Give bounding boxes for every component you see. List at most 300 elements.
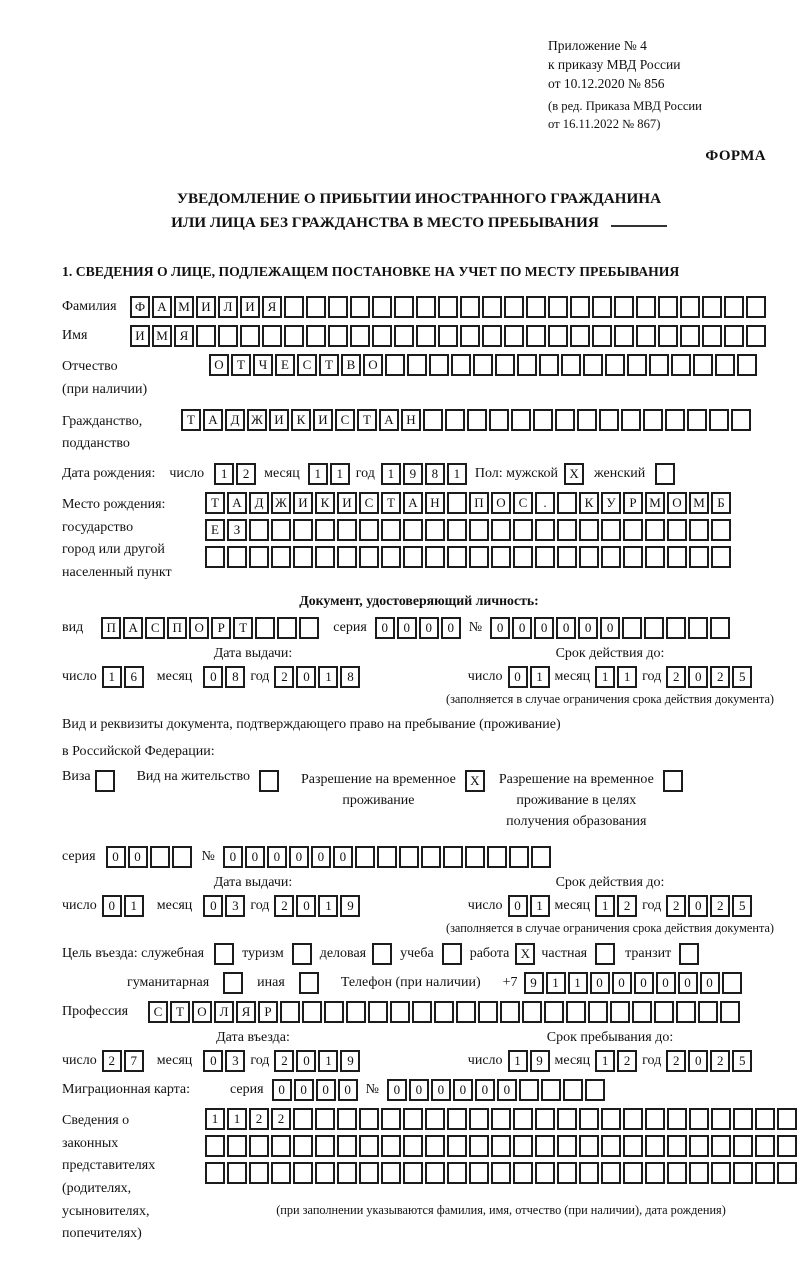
residence-number-cell[interactable] <box>421 846 441 868</box>
guardians-cell[interactable] <box>777 1135 797 1157</box>
guardians-cell[interactable] <box>667 1162 687 1184</box>
phone-cell[interactable]: 1 <box>546 972 566 994</box>
patronymic-cell[interactable]: Ч <box>253 354 273 376</box>
firstname-cell[interactable] <box>438 325 458 347</box>
iddoc-valid-year-cell[interactable]: 2 <box>710 666 730 688</box>
entry-year-cell[interactable]: 1 <box>318 1050 338 1072</box>
iddoc-number-cell[interactable] <box>710 617 730 639</box>
residence-valid-year-cell[interactable]: 2 <box>666 895 686 917</box>
residence-number-cell[interactable] <box>377 846 397 868</box>
guardians-cell[interactable] <box>403 1108 423 1130</box>
iddoc-valid-year-cell[interactable]: 2 <box>666 666 686 688</box>
birthplace-cell[interactable]: О <box>491 492 511 514</box>
birthplace-cell[interactable] <box>271 546 291 568</box>
phone-cell[interactable] <box>722 972 742 994</box>
residence-valid-year-cell[interactable]: 5 <box>732 895 752 917</box>
stay-until-month-cell[interactable]: 1 <box>595 1050 615 1072</box>
iddoc-issue-month[interactable] <box>203 666 245 688</box>
iddoc-kind-cell[interactable]: П <box>167 617 187 639</box>
guardians-cell[interactable] <box>271 1162 291 1184</box>
birthplace-cell[interactable]: Ж <box>271 492 291 514</box>
birthplace-cell[interactable]: И <box>337 492 357 514</box>
firstname-cell[interactable] <box>196 325 216 347</box>
patronymic-cell[interactable] <box>385 354 405 376</box>
profession-cell[interactable] <box>654 1001 674 1023</box>
birthplace-input-line3[interactable] <box>205 546 731 568</box>
surname-cell[interactable] <box>284 296 304 318</box>
iddoc-kind-cell[interactable]: С <box>145 617 165 639</box>
surname-cell[interactable] <box>372 296 392 318</box>
surname-cell[interactable] <box>724 296 744 318</box>
guardians-cell[interactable] <box>645 1135 665 1157</box>
citizenship-cell[interactable]: Т <box>357 409 377 431</box>
iddoc-valid-year-cell[interactable]: 5 <box>732 666 752 688</box>
citizenship-cell[interactable] <box>709 409 729 431</box>
citizenship-input[interactable] <box>181 409 751 431</box>
stay-until-month[interactable] <box>595 1050 637 1072</box>
citizenship-cell[interactable] <box>489 409 509 431</box>
iddoc-valid-year[interactable] <box>666 666 752 688</box>
profession-cell[interactable] <box>610 1001 630 1023</box>
surname-cell[interactable] <box>306 296 326 318</box>
stay-until-year-cell[interactable]: 2 <box>666 1050 686 1072</box>
firstname-cell[interactable] <box>614 325 634 347</box>
firstname-cell[interactable] <box>218 325 238 347</box>
guardians-cell[interactable] <box>557 1162 577 1184</box>
guardians-cell[interactable] <box>689 1135 709 1157</box>
citizenship-cell[interactable] <box>599 409 619 431</box>
residence-series-cell[interactable] <box>172 846 192 868</box>
residence-series-input[interactable] <box>106 846 192 868</box>
migcard-number-cell[interactable]: 0 <box>453 1079 473 1101</box>
surname-cell[interactable]: М <box>174 296 194 318</box>
residence-number-cell[interactable]: 0 <box>289 846 309 868</box>
birthplace-cell[interactable] <box>293 519 313 541</box>
guardians-cell[interactable] <box>205 1162 225 1184</box>
iddoc-series-cell[interactable]: 0 <box>397 617 417 639</box>
residence-number-cell[interactable]: 0 <box>223 846 243 868</box>
temp-residence-edu-checkbox[interactable] <box>663 770 683 792</box>
citizenship-cell[interactable]: С <box>335 409 355 431</box>
profession-cell[interactable] <box>302 1001 322 1023</box>
temp-residence-edu-box[interactable] <box>663 770 683 792</box>
citizenship-cell[interactable] <box>687 409 707 431</box>
birthplace-cell[interactable] <box>557 492 577 514</box>
phone-cell[interactable]: 0 <box>656 972 676 994</box>
birth-day-cell[interactable]: 1 <box>214 463 234 485</box>
phone-cell[interactable]: 1 <box>568 972 588 994</box>
guardians-cell[interactable] <box>513 1108 533 1130</box>
guardians-cell[interactable] <box>579 1135 599 1157</box>
birthplace-cell[interactable]: З <box>227 519 247 541</box>
guardians-cell[interactable]: 1 <box>205 1108 225 1130</box>
citizenship-cell[interactable] <box>555 409 575 431</box>
guardians-input-line2[interactable] <box>205 1135 797 1157</box>
birthplace-cell[interactable] <box>425 519 445 541</box>
purpose-transit-checkbox[interactable] <box>679 943 699 965</box>
surname-cell[interactable] <box>746 296 766 318</box>
guardians-cell[interactable] <box>667 1108 687 1130</box>
guardians-cell[interactable] <box>425 1135 445 1157</box>
profession-cell[interactable] <box>500 1001 520 1023</box>
migcard-number-cell[interactable]: 0 <box>475 1079 495 1101</box>
guardians-cell[interactable] <box>777 1108 797 1130</box>
iddoc-kind-input[interactable] <box>101 617 319 639</box>
birth-year-cell[interactable]: 8 <box>425 463 445 485</box>
residence-number-cell[interactable] <box>355 846 375 868</box>
purpose-humanitarian-box[interactable] <box>223 972 243 994</box>
birth-month-cell[interactable]: 1 <box>308 463 328 485</box>
entry-day[interactable] <box>102 1050 144 1072</box>
firstname-cell[interactable] <box>658 325 678 347</box>
residence-number-cell[interactable]: 0 <box>333 846 353 868</box>
profession-cell[interactable]: Р <box>258 1001 278 1023</box>
birthplace-cell[interactable] <box>579 519 599 541</box>
residence-valid-month[interactable] <box>595 895 637 917</box>
birthplace-cell[interactable] <box>381 519 401 541</box>
birthplace-cell[interactable]: Т <box>205 492 225 514</box>
migcard-number-cell[interactable]: 0 <box>431 1079 451 1101</box>
profession-cell[interactable] <box>280 1001 300 1023</box>
birth-month-cell[interactable]: 1 <box>330 463 350 485</box>
residence-issue-day-cell[interactable]: 1 <box>124 895 144 917</box>
guardians-cell[interactable] <box>227 1162 247 1184</box>
birthplace-cell[interactable] <box>447 519 467 541</box>
patronymic-cell[interactable] <box>451 354 471 376</box>
citizenship-cell[interactable] <box>731 409 751 431</box>
migcard-number-cell[interactable]: 0 <box>409 1079 429 1101</box>
patronymic-cell[interactable] <box>605 354 625 376</box>
surname-cell[interactable]: Л <box>218 296 238 318</box>
iddoc-issue-year[interactable] <box>274 666 360 688</box>
guardians-cell[interactable] <box>447 1108 467 1130</box>
phone-cell[interactable]: 0 <box>700 972 720 994</box>
guardians-input-line3[interactable] <box>205 1162 797 1184</box>
profession-cell[interactable]: Т <box>170 1001 190 1023</box>
birthplace-cell[interactable] <box>667 546 687 568</box>
patronymic-cell[interactable] <box>473 354 493 376</box>
profession-cell[interactable] <box>698 1001 718 1023</box>
patronymic-cell[interactable]: О <box>209 354 229 376</box>
birthplace-cell[interactable] <box>711 519 731 541</box>
guardians-cell[interactable] <box>711 1135 731 1157</box>
citizenship-cell[interactable]: А <box>379 409 399 431</box>
migcard-number-cell[interactable]: 0 <box>387 1079 407 1101</box>
iddoc-valid-day[interactable] <box>508 666 550 688</box>
birthplace-cell[interactable] <box>249 546 269 568</box>
iddoc-kind-cell[interactable]: Р <box>211 617 231 639</box>
firstname-cell[interactable] <box>328 325 348 347</box>
migcard-number-cell[interactable]: 0 <box>497 1079 517 1101</box>
migcard-series-cell[interactable]: 0 <box>316 1079 336 1101</box>
birthplace-cell[interactable] <box>403 546 423 568</box>
surname-cell[interactable] <box>526 296 546 318</box>
iddoc-valid-month-cell[interactable]: 1 <box>617 666 637 688</box>
stay-until-month-cell[interactable]: 2 <box>617 1050 637 1072</box>
firstname-cell[interactable] <box>504 325 524 347</box>
residence-issue-month[interactable] <box>203 895 245 917</box>
birthplace-cell[interactable] <box>535 519 555 541</box>
residence-number-cell[interactable]: 0 <box>267 846 287 868</box>
birthplace-cell[interactable] <box>491 546 511 568</box>
surname-cell[interactable]: И <box>196 296 216 318</box>
citizenship-cell[interactable] <box>643 409 663 431</box>
surname-cell[interactable] <box>548 296 568 318</box>
entry-day-cell[interactable]: 7 <box>124 1050 144 1072</box>
surname-input[interactable] <box>130 296 766 318</box>
residence-number-cell[interactable] <box>509 846 529 868</box>
birthplace-input-line1[interactable] <box>205 492 731 514</box>
guardians-cell[interactable] <box>645 1108 665 1130</box>
guardians-cell[interactable] <box>513 1135 533 1157</box>
birthplace-cell[interactable]: Р <box>623 492 643 514</box>
guardians-cell[interactable] <box>469 1162 489 1184</box>
guardians-cell[interactable] <box>293 1135 313 1157</box>
profession-input[interactable] <box>148 1001 740 1023</box>
iddoc-number-cell[interactable]: 0 <box>490 617 510 639</box>
residence-number-cell[interactable] <box>443 846 463 868</box>
surname-cell[interactable] <box>658 296 678 318</box>
iddoc-issue-year-cell[interactable]: 2 <box>274 666 294 688</box>
residence-valid-year-cell[interactable]: 2 <box>710 895 730 917</box>
birthplace-cell[interactable] <box>447 546 467 568</box>
entry-year-cell[interactable]: 2 <box>274 1050 294 1072</box>
birthplace-cell[interactable] <box>469 546 489 568</box>
birthplace-cell[interactable] <box>403 519 423 541</box>
profession-cell[interactable] <box>324 1001 344 1023</box>
patronymic-cell[interactable] <box>539 354 559 376</box>
guardians-cell[interactable] <box>359 1135 379 1157</box>
citizenship-cell[interactable]: И <box>269 409 289 431</box>
guardians-cell[interactable] <box>337 1108 357 1130</box>
iddoc-issue-day[interactable] <box>102 666 144 688</box>
stay-until-year-cell[interactable]: 5 <box>732 1050 752 1072</box>
iddoc-series-input[interactable] <box>375 617 461 639</box>
residence-permit-checkbox[interactable] <box>259 770 279 792</box>
patronymic-cell[interactable] <box>627 354 647 376</box>
iddoc-kind-cell[interactable] <box>255 617 275 639</box>
birthplace-cell[interactable] <box>645 519 665 541</box>
firstname-cell[interactable] <box>262 325 282 347</box>
birthplace-cell[interactable] <box>535 546 555 568</box>
guardians-cell[interactable] <box>711 1162 731 1184</box>
visa-checkbox[interactable] <box>95 770 115 792</box>
entry-month-cell[interactable]: 3 <box>225 1050 245 1072</box>
firstname-input[interactable] <box>130 325 766 347</box>
citizenship-cell[interactable] <box>445 409 465 431</box>
firstname-cell[interactable]: М <box>152 325 172 347</box>
firstname-cell[interactable]: Я <box>174 325 194 347</box>
firstname-cell[interactable] <box>548 325 568 347</box>
guardians-cell[interactable] <box>491 1135 511 1157</box>
guardians-cell[interactable] <box>249 1162 269 1184</box>
birthplace-cell[interactable] <box>557 519 577 541</box>
guardians-cell[interactable] <box>667 1135 687 1157</box>
citizenship-cell[interactable] <box>577 409 597 431</box>
guardians-cell[interactable] <box>381 1162 401 1184</box>
birthplace-cell[interactable]: Б <box>711 492 731 514</box>
birthplace-cell[interactable] <box>601 546 621 568</box>
migcard-number-cell[interactable] <box>563 1079 583 1101</box>
guardians-cell[interactable] <box>447 1135 467 1157</box>
purpose-study-box[interactable] <box>442 943 462 965</box>
profession-cell[interactable] <box>522 1001 542 1023</box>
surname-cell[interactable] <box>438 296 458 318</box>
purpose-private-checkbox[interactable] <box>595 943 615 965</box>
guardians-cell[interactable] <box>425 1162 445 1184</box>
profession-cell[interactable] <box>544 1001 564 1023</box>
residence-series-cell[interactable]: 0 <box>106 846 126 868</box>
guardians-cell[interactable] <box>293 1162 313 1184</box>
birthplace-cell[interactable] <box>359 519 379 541</box>
birthplace-cell[interactable] <box>227 546 247 568</box>
residence-valid-day[interactable] <box>508 895 550 917</box>
iddoc-series-cell[interactable]: 0 <box>419 617 439 639</box>
birth-year-cell[interactable]: 9 <box>403 463 423 485</box>
birthplace-cell[interactable] <box>513 546 533 568</box>
firstname-cell[interactable] <box>350 325 370 347</box>
residence-issue-month-cell[interactable]: 3 <box>225 895 245 917</box>
patronymic-cell[interactable] <box>407 354 427 376</box>
iddoc-series-cell[interactable]: 0 <box>375 617 395 639</box>
guardians-cell[interactable] <box>579 1108 599 1130</box>
birthplace-cell[interactable] <box>491 519 511 541</box>
residence-series-cell[interactable] <box>150 846 170 868</box>
residence-number-cell[interactable] <box>465 846 485 868</box>
surname-cell[interactable] <box>570 296 590 318</box>
residence-number-input[interactable] <box>223 846 551 868</box>
firstname-cell[interactable] <box>240 325 260 347</box>
iddoc-kind-cell[interactable]: П <box>101 617 121 639</box>
firstname-cell[interactable] <box>284 325 304 347</box>
birthplace-cell[interactable] <box>513 519 533 541</box>
sex-female-checkbox[interactable] <box>655 463 675 485</box>
guardians-cell[interactable] <box>755 1135 775 1157</box>
patronymic-cell[interactable] <box>693 354 713 376</box>
iddoc-issue-day-cell[interactable]: 1 <box>102 666 122 688</box>
guardians-cell[interactable] <box>425 1108 445 1130</box>
firstname-cell[interactable] <box>592 325 612 347</box>
guardians-cell[interactable] <box>227 1135 247 1157</box>
profession-cell[interactable] <box>368 1001 388 1023</box>
firstname-cell[interactable] <box>680 325 700 347</box>
birth-year-cell[interactable]: 1 <box>381 463 401 485</box>
citizenship-cell[interactable]: И <box>313 409 333 431</box>
iddoc-valid-month[interactable] <box>595 666 637 688</box>
migcard-series-cell[interactable]: 0 <box>294 1079 314 1101</box>
stay-until-year-cell[interactable]: 2 <box>710 1050 730 1072</box>
residence-number-cell[interactable]: 0 <box>311 846 331 868</box>
birthplace-cell[interactable]: Д <box>249 492 269 514</box>
birthplace-cell[interactable] <box>623 519 643 541</box>
iddoc-issue-day-cell[interactable]: 6 <box>124 666 144 688</box>
birthplace-cell[interactable] <box>337 519 357 541</box>
profession-cell[interactable]: Я <box>236 1001 256 1023</box>
firstname-cell[interactable]: И <box>130 325 150 347</box>
purpose-work-box[interactable]: X <box>515 943 535 965</box>
iddoc-number-cell[interactable] <box>622 617 642 639</box>
guardians-cell[interactable] <box>381 1108 401 1130</box>
phone-cell[interactable]: 0 <box>678 972 698 994</box>
firstname-cell[interactable] <box>702 325 722 347</box>
birthplace-cell[interactable] <box>249 519 269 541</box>
sex-male-checkbox[interactable] <box>564 463 584 485</box>
guardians-cell[interactable] <box>623 1162 643 1184</box>
iddoc-issue-month-cell[interactable]: 0 <box>203 666 223 688</box>
profession-cell[interactable]: С <box>148 1001 168 1023</box>
guardians-cell[interactable] <box>315 1162 335 1184</box>
surname-cell[interactable]: Я <box>262 296 282 318</box>
iddoc-valid-day-cell[interactable]: 0 <box>508 666 528 688</box>
iddoc-kind-cell[interactable] <box>277 617 297 639</box>
purpose-tourism-checkbox[interactable] <box>292 943 312 965</box>
profession-cell[interactable] <box>720 1001 740 1023</box>
birthplace-cell[interactable] <box>689 546 709 568</box>
patronymic-input[interactable] <box>209 354 757 376</box>
entry-year-cell[interactable]: 0 <box>296 1050 316 1072</box>
birthplace-cell[interactable]: А <box>227 492 247 514</box>
birthplace-cell[interactable]: У <box>601 492 621 514</box>
surname-cell[interactable] <box>592 296 612 318</box>
entry-day-cell[interactable]: 2 <box>102 1050 122 1072</box>
iddoc-series-cell[interactable]: 0 <box>441 617 461 639</box>
firstname-cell[interactable] <box>372 325 392 347</box>
stay-until-year[interactable] <box>666 1050 752 1072</box>
temp-residence-checkbox[interactable] <box>465 770 485 792</box>
purpose-humanitarian-checkbox[interactable] <box>223 972 243 994</box>
iddoc-kind-cell[interactable]: А <box>123 617 143 639</box>
phone-cell[interactable]: 0 <box>634 972 654 994</box>
citizenship-cell[interactable]: Н <box>401 409 421 431</box>
birthplace-cell[interactable]: М <box>645 492 665 514</box>
birthplace-cell[interactable] <box>667 519 687 541</box>
guardians-cell[interactable] <box>403 1135 423 1157</box>
birthplace-input-line2[interactable] <box>205 519 731 541</box>
phone-cell[interactable]: 0 <box>590 972 610 994</box>
residence-valid-month-cell[interactable]: 1 <box>595 895 615 917</box>
birthplace-cell[interactable] <box>447 492 467 514</box>
entry-year-cell[interactable]: 9 <box>340 1050 360 1072</box>
visa-box[interactable] <box>95 770 115 792</box>
sex-female-box[interactable] <box>655 463 675 485</box>
profession-cell[interactable] <box>346 1001 366 1023</box>
patronymic-cell[interactable]: С <box>297 354 317 376</box>
iddoc-number-cell[interactable]: 0 <box>578 617 598 639</box>
firstname-cell[interactable] <box>394 325 414 347</box>
guardians-cell[interactable] <box>337 1135 357 1157</box>
residence-permit-box[interactable] <box>259 770 279 792</box>
guardians-cell[interactable] <box>733 1108 753 1130</box>
residence-issue-year-cell[interactable]: 9 <box>340 895 360 917</box>
birthplace-cell[interactable]: М <box>689 492 709 514</box>
purpose-tourism-box[interactable] <box>292 943 312 965</box>
migcard-number-input[interactable] <box>387 1079 605 1101</box>
surname-cell[interactable] <box>482 296 502 318</box>
phone-cell[interactable]: 0 <box>612 972 632 994</box>
birth-day-cell[interactable]: 2 <box>236 463 256 485</box>
residence-issue-day[interactable] <box>102 895 144 917</box>
citizenship-cell[interactable]: Т <box>181 409 201 431</box>
birthplace-cell[interactable]: Е <box>205 519 225 541</box>
residence-issue-year[interactable] <box>274 895 360 917</box>
residence-issue-month-cell[interactable]: 0 <box>203 895 223 917</box>
residence-series-cell[interactable]: 0 <box>128 846 148 868</box>
surname-cell[interactable] <box>350 296 370 318</box>
iddoc-issue-year-cell[interactable]: 0 <box>296 666 316 688</box>
patronymic-cell[interactable] <box>671 354 691 376</box>
profession-cell[interactable] <box>478 1001 498 1023</box>
birthplace-cell[interactable] <box>579 546 599 568</box>
